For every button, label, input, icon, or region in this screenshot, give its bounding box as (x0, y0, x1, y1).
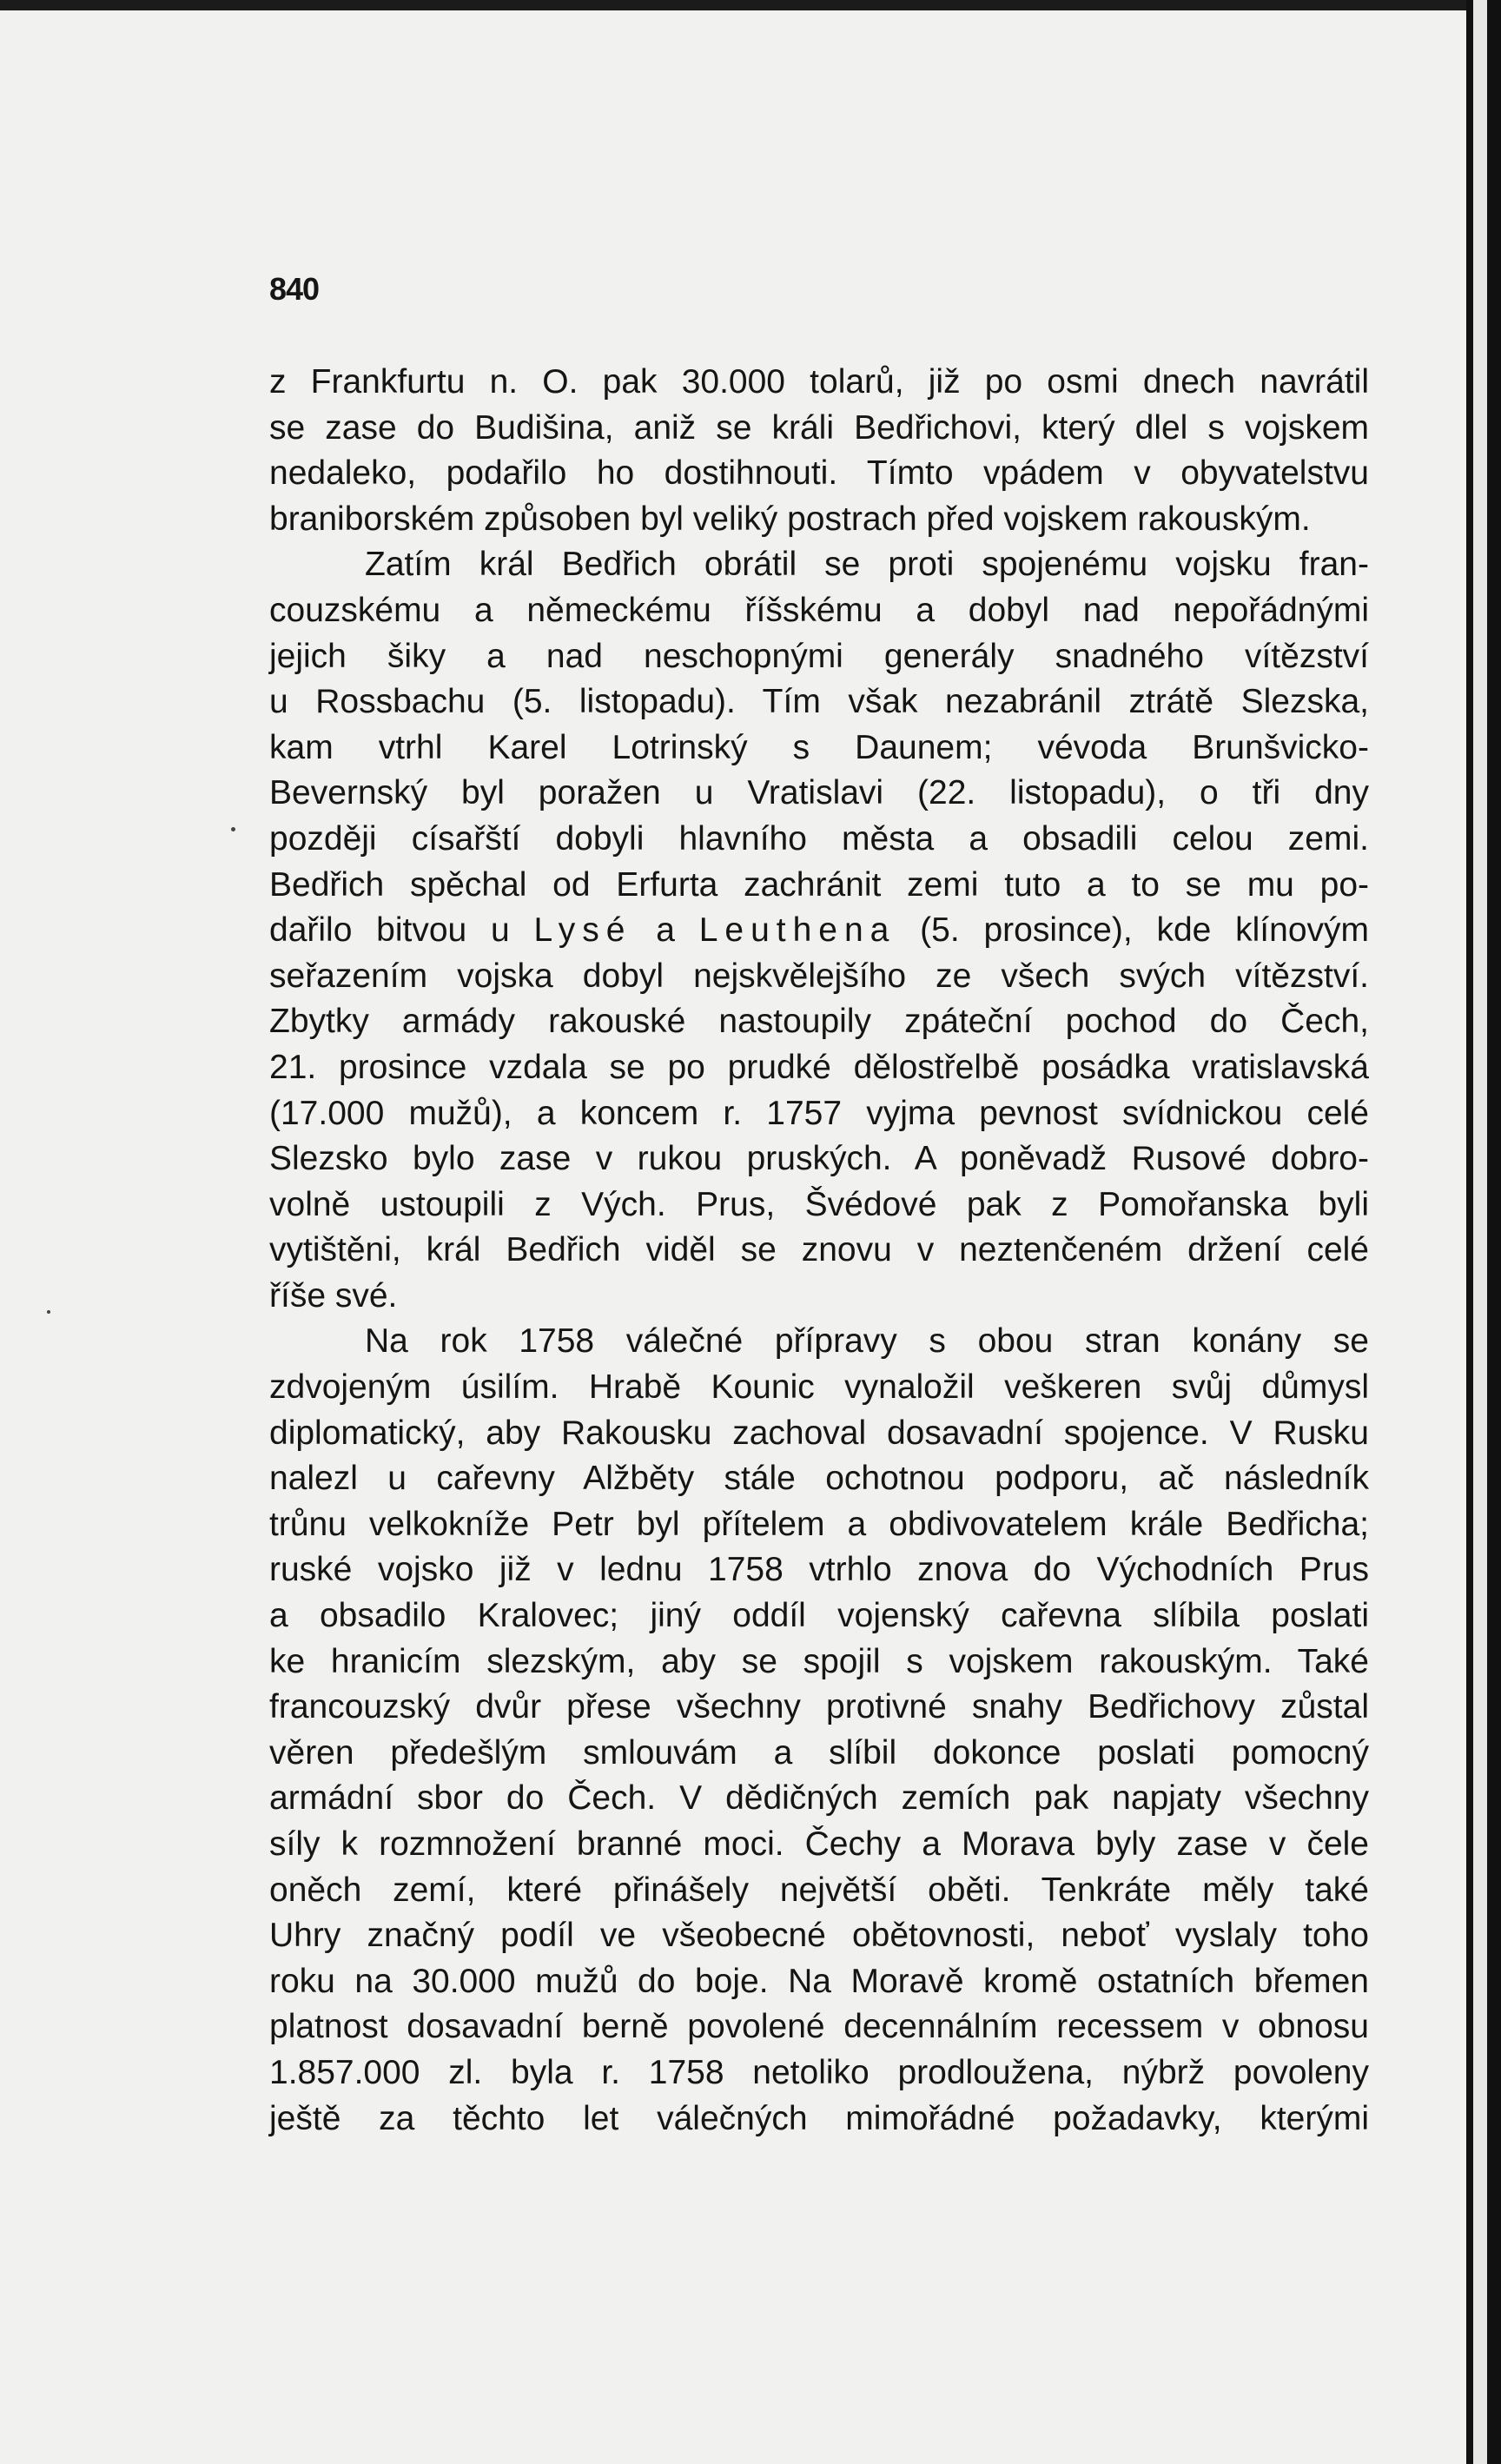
text-line: Slezsko bylo zase v rukou pruských. A poněvadž Rusové dobro- (269, 1140, 1369, 1178)
text-line: ruské vojsko již v lednu 1758 vtrhlo znova do Východních Prus (269, 1551, 1369, 1589)
text-line: říše své. (269, 1276, 398, 1315)
text-line: kam vtrhl Karel Lotrinský s Daunem; vévoda Brunšvicko- (269, 728, 1369, 766)
text-line: armádní sbor do Čech. V dědičných zemích pak napjaty všechny (269, 1779, 1369, 1818)
text-line: braniborském způsoben byl veliký postrach před vojskem rakouským. (269, 500, 1311, 538)
text-line: francouzský dvůr přese všechny protivné snahy Bedřichovy zůstal (269, 1688, 1369, 1726)
text-line: 1.857.000 zl. byla r. 1758 netoliko prodloužena, nýbrž povoleny (269, 2053, 1369, 2091)
line-part: a (631, 911, 699, 950)
scan-speck (47, 1310, 50, 1314)
text-line: volně ustoupili z Vých. Prus, Švédové pak z Pomořanska byli (269, 1185, 1369, 1223)
text-line: zdvojeným úsilím. Hrabě Kounic vynaložil veškeren svůj důmysl (269, 1368, 1369, 1407)
text-line: 21. prosince vzdala se po prudké dělostřelbě posádka vratislavská (269, 1048, 1369, 1086)
text-line: Uhry značný podíl ve všeobecné obětovnosti, neboť vyslaly toho (269, 1917, 1369, 1955)
text-line: Zbytky armády rakouské nastoupily zpáteční pochod do Čech, (269, 1003, 1369, 1041)
text-line: trůnu velkokníže Petr byl přítelem a obdivovatelem krále Bedřicha; (269, 1505, 1369, 1543)
text-line: nalezl u cařevny Alžběty stále ochotnou podporu, ač následník (269, 1460, 1369, 1498)
text-line: ještě za těchto let válečných mimořádné požadavky, kterými (269, 2099, 1369, 2137)
text-line: nedaleko, podařilo ho dostihnouti. Tímto vpádem v obyvatelstvu (269, 454, 1369, 493)
text-line: věren předešlým smlouvám a slíbil dokonce poslati pomocný (269, 1733, 1369, 1772)
page-edge-inner (1473, 0, 1487, 2464)
text-line: (17.000 mužů), a koncem r. 1757 vyjma pevnost svídnickou celé (269, 1094, 1369, 1132)
spaced-name-lyse: Lysé (533, 911, 632, 950)
text-line: Bevernský byl poražen u Vratislavi (22. listopadu), o tři dny (269, 774, 1369, 812)
text-line: se zase do Budišina, aniž se králi Bedřichovi, který dlel s vojskem (269, 408, 1369, 447)
text-line: Bedřich spěchal od Erfurta zachránit zemi tuto a to se mu po- (269, 865, 1369, 904)
book-page (0, 10, 1466, 2464)
line-part: (5. prosince), kde klínovým (896, 911, 1369, 950)
text-line: roku na 30.000 mužů do boje. Na Moravě kromě ostatních břemen (269, 1962, 1369, 2000)
paragraph-start-line: Na rok 1758 válečné přípravy s obou stran konány se (365, 1322, 1369, 1361)
page-edge-strip (1466, 0, 1501, 2464)
text-line: z Frankfurtu n. O. pak 30.000 tolarů, již po osmi dnech navrátil (269, 363, 1369, 401)
line-part: dařilo bitvou u (269, 911, 534, 950)
text-line: jejich šiky a nad neschopnými generály snadného vítězství (269, 637, 1369, 675)
text-line: vytištěni, král Bedřich viděl se znovu v neztenčeném držení celé (269, 1231, 1369, 1269)
scan-speck (231, 827, 235, 831)
text-line: ke hranicím slezským, aby se spojil s vojskem rakouským. Také (269, 1642, 1369, 1680)
paragraph-start-line: Zatím král Bedřich obrátil se proti spojenému vojsku fran- (365, 546, 1369, 584)
text-line: diplomatický, aby Rakousku zachoval dosavadní spojence. V Rusku (269, 1414, 1369, 1452)
spaced-name-leuthen: Leuthena (698, 911, 896, 950)
text-line: platnost dosavadní berně povolené decennálním recessem v obnosu (269, 2008, 1369, 2046)
text-line: později císařští dobyli hlavního města a obsadili celou zemi. (269, 819, 1369, 858)
text-line: couzskému a německému říšskému a dobyl nad nepořádnými (269, 591, 1369, 629)
text-line: u Rossbachu (5. listopadu). Tím však nezabránil ztrátě Slezska, (269, 683, 1369, 721)
body-text (269, 360, 1369, 2142)
page-number: 840 (269, 271, 320, 307)
text-line: seřazením vojska dobyl nejskvělejšího ze všech svých vítězství. (269, 957, 1369, 995)
text-line: oněch zemí, které přinášely největší oběti. Tenkráte měly také (269, 1871, 1369, 1909)
text-line: síly k rozmnožení branné moci. Čechy a Morava byly zase v čele (269, 1825, 1369, 1863)
text-line-spaced-names (269, 908, 1369, 954)
text-line: a obsadilo Kralovec; jiný oddíl vojenský cařevna slíbila poslati (269, 1597, 1369, 1635)
